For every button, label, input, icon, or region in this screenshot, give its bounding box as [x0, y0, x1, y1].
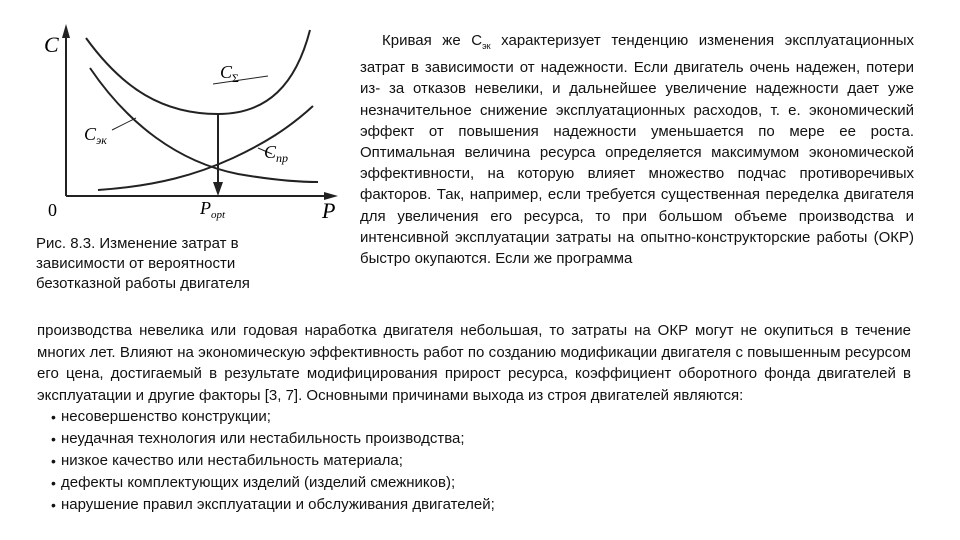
paragraph-bottom-block — [37, 320, 911, 516]
failure-causes-list — [37, 406, 911, 516]
label-c-ek: $C_{эк}$ — [84, 124, 107, 147]
paragraph-rest: характеризует тенденцию изменения эксплуатационных затрат в зависимости от надежности. Если двигатель очень надежен, потери из- за отказов невелики, и дальнейшее увеличение надежности дает уже незначительное снижение эксплуатационных расходов, т. е. экономический эффект от повышения надежности уменьшается по мере ее роста. Оптимальная величина ресурса определяется максимумом экономической эффективности, на которую влияет множество подчас противоречивых факторов. Так, например, если требуется существенная переделка двигателя для увеличения его ресурса, то при большом объеме производства и интенсивной эксплуатации затраты на опытно-конструкторские работы (ОКР) быстро окупаются. Если же программа — [360, 32, 914, 268]
list-item: • неудачная технология или нестабильность производства; — [51, 428, 911, 450]
list-item: • нарушение правил эксплуатации и обслуживания двигателей; — [51, 494, 911, 516]
paragraph-top — [360, 30, 914, 269]
y-axis-arrow — [62, 24, 70, 38]
label-c-pr: $C_{пр}$ — [264, 142, 289, 165]
paragraph-top-text — [360, 30, 914, 269]
paragraph-lead-sub: эк — [482, 41, 491, 51]
figure-caption — [36, 234, 326, 294]
paragraph-lead: Кривая же С — [382, 32, 483, 49]
caption-line: зависимости от вероятности — [36, 255, 236, 272]
curve-c-sum — [86, 30, 310, 114]
list-item: • дефекты комплектующих изделий (изделий смежников); — [51, 472, 911, 494]
leader-c-ek — [112, 118, 136, 130]
list-item: • низкое качество или нестабильность материала; — [51, 450, 911, 472]
paragraph-bottom: производства невелика или годовая наработка двигателя небольшая, то затраты на ОКР могут не окупиться в течение многих лет. Влияют на экономическую эффективность работ по созданию модификации двигателя с повышенным ресурсом его цена, достигаемый в результате модифицирования прирост ресурса, коэффициент оборотного фонда двигателей в эксплуатации и другие факторы [3, 7]. Основными причинами выхода из строя двигателей являются: — [37, 322, 911, 404]
caption-line: Рис. 8.3. Изменение затрат в — [36, 235, 239, 252]
curve-c-pr — [98, 106, 313, 190]
y-axis-label: C — [44, 32, 59, 57]
label-popt: $P_{opt}$ — [200, 198, 226, 221]
x-axis-label: P — [322, 198, 336, 223]
popt-arrow — [213, 182, 223, 196]
caption-line: безотказной работы двигателя — [36, 275, 250, 292]
cost-reliability-figure — [28, 14, 358, 230]
label-c-sum: $C_\Sigma$ — [220, 62, 239, 85]
origin-label: 0 — [48, 200, 57, 220]
list-item: • несовершенство конструкции; — [51, 406, 911, 428]
